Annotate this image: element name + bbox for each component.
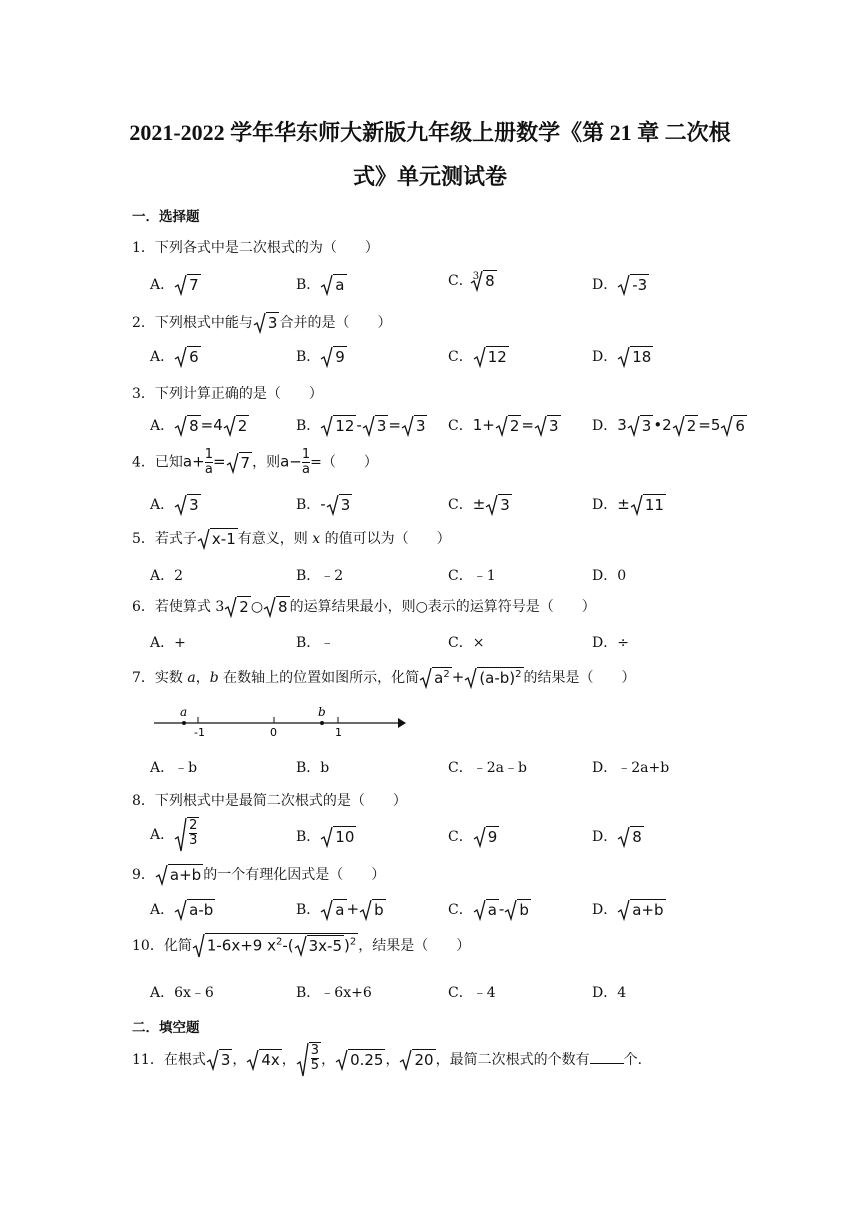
title-line-1: 2021-2022 学年华东师大新版九年级上册数学《第 21 章 二次根 — [129, 120, 731, 145]
q9-option-b: B． a + b — [296, 900, 384, 919]
q1-option-c: C．$^3$ 8 — [448, 271, 495, 290]
q8-option-d: D． 8 — [592, 828, 642, 846]
fraction: $\frac{1}{a}$ — [301, 447, 311, 477]
q8-option-c: C． 9 — [448, 828, 498, 846]
cube-root-symbol: 8 — [470, 270, 497, 292]
q5-option-d: D．0 — [592, 568, 627, 584]
q3-option-d: D．3 3 •2 2 =5 6 — [592, 416, 745, 435]
q5-option-c: C．﹣1 — [448, 568, 496, 584]
sqrt-symbol: -3 — [617, 274, 649, 296]
q1-option-d: D． -3 — [592, 276, 648, 294]
q4-option-c: C．± 3 — [448, 495, 510, 514]
q2-option-d: D． 18 — [592, 348, 652, 366]
question-5: 5．若式子 x-1 有意义，则 x 的值可以为（ ） — [132, 530, 451, 548]
q3-option-a: A． 8 =4 2 — [150, 416, 248, 435]
point-b — [320, 721, 324, 725]
q7-option-a: A．﹣b — [150, 760, 198, 776]
q7-option-c: C．﹣2a﹣b — [448, 760, 527, 776]
question-6: 6．若使算式 3 2 ○ 8 的运算结果最小，则○表示的运算符号是（ ） — [132, 598, 596, 616]
label-one: 1 — [335, 726, 342, 739]
q4-option-a: A． 3 — [150, 496, 199, 514]
question-11: 11．在根式 3 ， 4x ， $\frac{3}{5}$ ， 0.25 ， 20 ，最简二次根式的个数有 个． — [132, 1042, 652, 1078]
point-a — [182, 721, 186, 725]
q6-option-b: B．﹣ — [296, 635, 335, 651]
q1-option-a: A． 7 — [150, 276, 199, 294]
q5-option-b: B．﹣2 — [296, 568, 344, 584]
q1-option-b: B． a — [296, 276, 345, 294]
q10-option-d: D．4 — [592, 985, 627, 1001]
label-a: a — [180, 705, 188, 719]
question-3: 3．下列计算正确的是（ ） — [132, 386, 323, 402]
q6-option-d: D．÷ — [592, 635, 629, 651]
q9-option-d: D． a+b — [592, 901, 664, 919]
q6-option-a: A．+ — [150, 635, 186, 651]
q6-option-c: C．× — [448, 635, 485, 651]
q2-option-b: B． 9 — [296, 348, 345, 366]
arrow-head-icon — [398, 718, 406, 728]
q5-option-a: A．2 — [150, 568, 184, 584]
title-line-2: 式》单元测试卷 — [352, 164, 507, 189]
q10-option-c: C．﹣4 — [448, 985, 496, 1001]
number-line — [150, 703, 410, 743]
q10-option-a: A．6x﹣6 — [150, 985, 214, 1001]
q7-option-d: D．﹣2a+b — [592, 760, 670, 776]
q4-option-b: B．- 3 — [296, 495, 351, 514]
question-4: 4．已知a+ $\frac{1}{a}$ = 7 ，则a− $\frac{1}{a}$ =（ ） — [132, 447, 378, 477]
q9-option-a: A． a-b — [150, 901, 214, 919]
question-1: 1．下列各式中是二次根式的为（ ） — [132, 240, 379, 256]
question-10: 10．化简 1-6x+9 $x^2-$( 3x-5 )$^2$ ，结果是（ ） — [132, 933, 470, 959]
label-zero: 0 — [270, 726, 277, 739]
question-8: 8．下列根式中是最简二次根式的是（ ） — [132, 793, 407, 809]
sqrt-symbol: a — [320, 274, 346, 296]
question-9: 9． a+b 的一个有理化因式是（ ） — [132, 866, 386, 884]
section-fill: 二．填空题 — [132, 1020, 200, 1036]
q2-option-a: A． 6 — [150, 348, 199, 366]
q9-option-c: C． a - b — [448, 900, 529, 919]
q4-option-d: D．± 11 — [592, 495, 664, 514]
section-choice: 一．选择题 — [132, 209, 200, 225]
sqrt-symbol: 3 — [253, 312, 280, 334]
q3-option-b: B． 12 - 3 = 3 — [296, 416, 426, 435]
answer-blank[interactable] — [590, 1063, 624, 1064]
fraction: $\frac{1}{a}$ — [204, 447, 213, 477]
q10-option-b: B．﹣6x+6 — [296, 985, 372, 1001]
q8-option-a: A． $\frac{2}{3}$ — [150, 817, 199, 853]
label-neg1: -1 — [194, 726, 205, 739]
label-b: b — [318, 705, 326, 719]
question-2: 2．下列根式中能与 3 合并的是（ ） — [132, 314, 392, 332]
q7-option-b: B．b — [296, 760, 330, 776]
q2-option-c: C． 12 — [448, 348, 507, 366]
q8-option-b: B． 10 — [296, 828, 355, 846]
sqrt-symbol: 7 — [174, 274, 201, 296]
question-7: 7．实数 a，b 在数轴上的位置如图所示，化简 $a^2$ + $(a-b)^2$ 的结果是（ ） — [132, 668, 636, 687]
q3-option-c: C．1+ 2 = 3 — [448, 416, 559, 435]
